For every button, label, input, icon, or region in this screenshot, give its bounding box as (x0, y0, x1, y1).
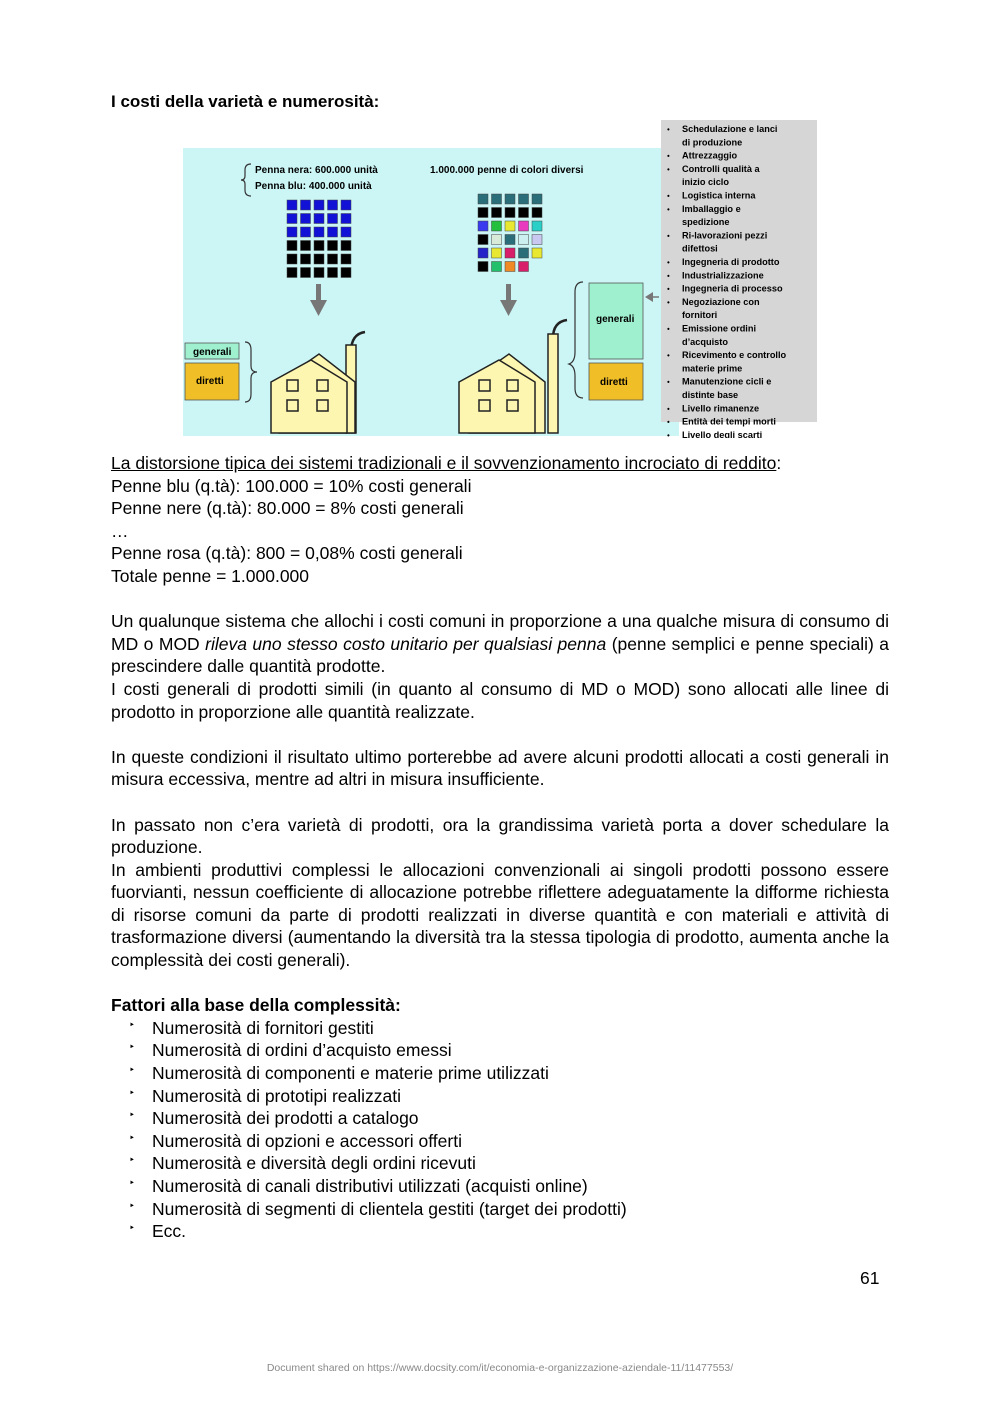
pen-square (478, 262, 488, 272)
figure-svg (183, 120, 819, 438)
list-item: ‣ Ecc. (111, 1220, 889, 1243)
pen-square (301, 214, 311, 224)
pen-square (301, 227, 311, 237)
side-list-item: Logistica interna (682, 190, 756, 201)
list-item: ‣ Numerosità di componenti e materie prime utilizzati (111, 1062, 889, 1085)
pen-square (519, 262, 529, 272)
list-item: ‣ Numerosità di ordini d’acquisto emessi (111, 1039, 889, 1062)
pen-square (314, 227, 324, 237)
side-list-item: Ingegneria di prodotto (682, 257, 780, 267)
side-list-item: Livello rimanenze (682, 403, 760, 414)
list-item: ‣ Numerosità di canali distributivi utilizzati (acquisti online) (111, 1175, 889, 1198)
list-item: ‣ Numerosità e diversità degli ordini ricevuti (111, 1152, 889, 1175)
bullet-icon: • (667, 191, 670, 201)
paragraph-3: In queste condizioni il risultato ultimo porterebbe ad avere alcuni prodotti allocati a costi generali in misura eccessiva, mentre ad altri in misura insufficiente. (111, 746, 889, 790)
pen-square (287, 241, 297, 251)
pen-square (314, 254, 324, 264)
pen-square (519, 248, 529, 258)
side-list-item: Manutenzione cicli e (682, 376, 772, 387)
side-list-item: Ingegneria di processo (682, 283, 783, 294)
paragraph-4: In passato non c’era varietà di prodotti, ora la grandissima varietà porta a dover schedulare la produzione. (111, 814, 889, 858)
side-list-item: Negoziazione con (682, 296, 760, 307)
distortion-section (111, 452, 889, 1243)
pen-square (478, 194, 488, 204)
pen-square (505, 221, 515, 231)
pen-square (532, 248, 542, 258)
left-brace-line1: Penna nera: 600.000 unità (255, 165, 378, 176)
triangle-bullet-icon: ‣ (129, 1223, 135, 1235)
side-list-item: difettosi (682, 243, 718, 254)
side-list-item: Schedulazione e lanci (682, 124, 778, 134)
bullet-icon: • (667, 417, 670, 427)
bullet-icon: • (667, 125, 670, 134)
side-list-item: Ri-lavorazioni pezzi (682, 230, 768, 241)
right-title: 1.000.000 penne di colori diversi (430, 165, 584, 176)
triangle-bullet-icon: ‣ (129, 1200, 135, 1212)
pen-square (287, 214, 297, 224)
side-list-item: Entità dei tempi morti (682, 416, 776, 427)
distortion-line: Penne nere (q.tà): 80.000 = 8% costi generali (111, 498, 464, 519)
side-list-item: di produzione (682, 137, 743, 148)
pen-square (519, 221, 529, 231)
pen-square (519, 194, 529, 204)
bullet-icon: • (667, 324, 670, 334)
factors-list (111, 1017, 889, 1243)
distortion-heading-colon: : (776, 453, 782, 473)
triangle-bullet-icon: ‣ (129, 1155, 135, 1167)
triangle-bullet-icon: ‣ (129, 1087, 135, 1099)
factors-title: Fattori alla base della complessità: (111, 995, 401, 1016)
triangle-bullet-icon: ‣ (129, 1065, 135, 1077)
paragraph-2: I costi generali di prodotti simili (in quanto al consumo di MD o MOD) sono allocati alle linee di prodotto in proporzione alle quantità realizzate. (111, 678, 889, 722)
pen-square (492, 194, 502, 204)
footer-source: Document shared on https://www.docsity.com/it/economia-e-organizzazione-aziendale-11/11477553/ (266, 1362, 734, 1374)
distortion-line: Totale penne = 1.000.000 (111, 565, 310, 586)
pen-square (532, 194, 542, 204)
pen-square (287, 227, 297, 237)
left-diretti-label: diretti (196, 376, 224, 387)
pen-square (341, 227, 351, 237)
pen-square (532, 235, 542, 245)
pen-square (492, 262, 502, 272)
side-list-item: inizio ciclo (682, 177, 729, 188)
left-generali-label: generali (193, 347, 232, 358)
pen-square (505, 194, 515, 204)
list-item: ‣ Numerosità di fornitori gestiti (111, 1017, 889, 1040)
pen-square (328, 214, 338, 224)
side-list-item: distinte base (682, 390, 739, 400)
bullet-icon: • (667, 164, 670, 174)
side-list-item: spedizione (682, 217, 730, 228)
bullet-icon: • (667, 430, 670, 438)
side-list-item: Livello degli scarti (682, 429, 763, 438)
pen-square (314, 268, 324, 278)
pen-square (492, 221, 502, 231)
pen-square (328, 254, 338, 264)
pen-square (532, 208, 542, 218)
bullet-icon: • (667, 258, 670, 267)
page-number: 61 (860, 1268, 880, 1288)
paragraph-1-italic: rileva uno stesso costo unitario per qualsiasi penna (205, 633, 607, 654)
bullet-icon: • (667, 404, 670, 414)
pen-square (341, 200, 351, 210)
pen-square (328, 268, 338, 278)
triangle-bullet-icon: ‣ (129, 1178, 135, 1189)
bullet-icon: • (667, 377, 670, 387)
pen-square (301, 200, 311, 210)
side-list-item: Attrezzaggio (682, 150, 738, 161)
distortion-heading-text: La distorsione tipica dei sistemi tradizionali e il sovvenzionamento incrociato di reddito (111, 453, 777, 473)
pen-square (287, 268, 297, 278)
side-list-item: Ricevimento e controllo (682, 350, 787, 361)
pen-square (478, 235, 488, 245)
pen-square (519, 235, 529, 245)
bullet-icon: • (667, 297, 670, 307)
distortion-heading (111, 452, 889, 475)
distortion-line: Penne blu (q.tà): 100.000 = 10% costi generali (111, 475, 472, 496)
distortion-line: Penne rosa (q.tà): 800 = 0,08% costi generali (111, 543, 463, 564)
paragraph-5: In ambienti produttivi complessi le allocazioni convenzionali ai singoli prodotti possono essere fuorvianti, nessun coefficiente di allocazione potrebbe riflettere adeguatamente la difforme richiesta di risorse comuni da parte di prodotti realizzati in diverse quantità e con materiali e attività di trasformazione diversi (aumentando la diversità tra la stessa tipologia di prodotto, aumenta anche la complessità dei costi generali). (111, 859, 889, 971)
list-item: ‣ Numerosità di opzioni e accessori offerti (111, 1130, 889, 1153)
triangle-bullet-icon: ‣ (129, 1042, 135, 1054)
pen-square (301, 241, 311, 251)
list-item: ‣ Numerosità dei prodotti a catalogo (111, 1107, 889, 1130)
pen-square (532, 221, 542, 231)
side-list-item: Industrializzazione (682, 270, 764, 281)
side-list-item: fornitori (682, 310, 718, 321)
list-item: ‣ Numerosità di prototipi realizzati (111, 1085, 889, 1108)
pen-square (492, 235, 502, 245)
bullet-icon: • (667, 271, 670, 281)
pen-square (287, 254, 297, 264)
triangle-bullet-icon: ‣ (129, 1110, 135, 1122)
bullet-icon: • (667, 151, 670, 161)
side-list-item: Controlli qualità a (682, 163, 760, 174)
pen-square (341, 268, 351, 278)
bullet-icon: • (667, 231, 670, 241)
pen-square (492, 248, 502, 258)
side-list-item: Imballaggio e (682, 203, 741, 214)
paragraph-1: Un qualunque sistema che allochi i costi comuni in proporzione a una qualche misura di consumo di MD o MOD rileva uno stesso costo unitario per qualsiasi penna (penne semplici e penne speciali) a prescindere dalle quantità prodotte. (111, 611, 889, 677)
pen-square (301, 268, 311, 278)
right-diretti-label: diretti (600, 377, 628, 388)
triangle-bullet-icon: ‣ (129, 1019, 135, 1031)
side-list-item: Emissione ordini (682, 323, 757, 334)
pen-square (519, 208, 529, 218)
pen-square (287, 200, 297, 210)
pen-square (505, 208, 515, 218)
pen-square (478, 248, 488, 258)
right-generali-label: generali (596, 314, 635, 325)
pen-square (505, 262, 515, 272)
pen-square (328, 227, 338, 237)
distortion-line: … (111, 520, 129, 541)
cost-variety-figure (183, 120, 819, 438)
side-list-item: materie prime (682, 363, 743, 374)
pen-square (505, 235, 515, 245)
pen-square (341, 254, 351, 264)
triangle-bullet-icon: ‣ (129, 1132, 135, 1144)
pen-square (314, 200, 324, 210)
pen-square (314, 214, 324, 224)
bullet-icon: • (667, 204, 670, 214)
pen-square (505, 248, 515, 258)
pen-square (478, 221, 488, 231)
pen-square (492, 208, 502, 218)
pen-square (328, 241, 338, 251)
pen-square (314, 241, 324, 251)
list-item: ‣ Numerosità di segmenti di clientela gestiti (target dei prodotti) (111, 1198, 889, 1221)
pen-square (301, 254, 311, 264)
pen-square (341, 241, 351, 251)
pen-square (341, 214, 351, 224)
side-list-item: d’acquisto (682, 336, 728, 347)
pen-square (478, 208, 488, 218)
left-brace-line2: Penna blu: 400.000 unità (255, 181, 372, 192)
section-heading: I costi della varietà e numerosità: (111, 92, 380, 111)
bullet-icon: • (667, 351, 670, 361)
bullet-icon: • (667, 284, 670, 294)
pen-square (328, 200, 338, 210)
